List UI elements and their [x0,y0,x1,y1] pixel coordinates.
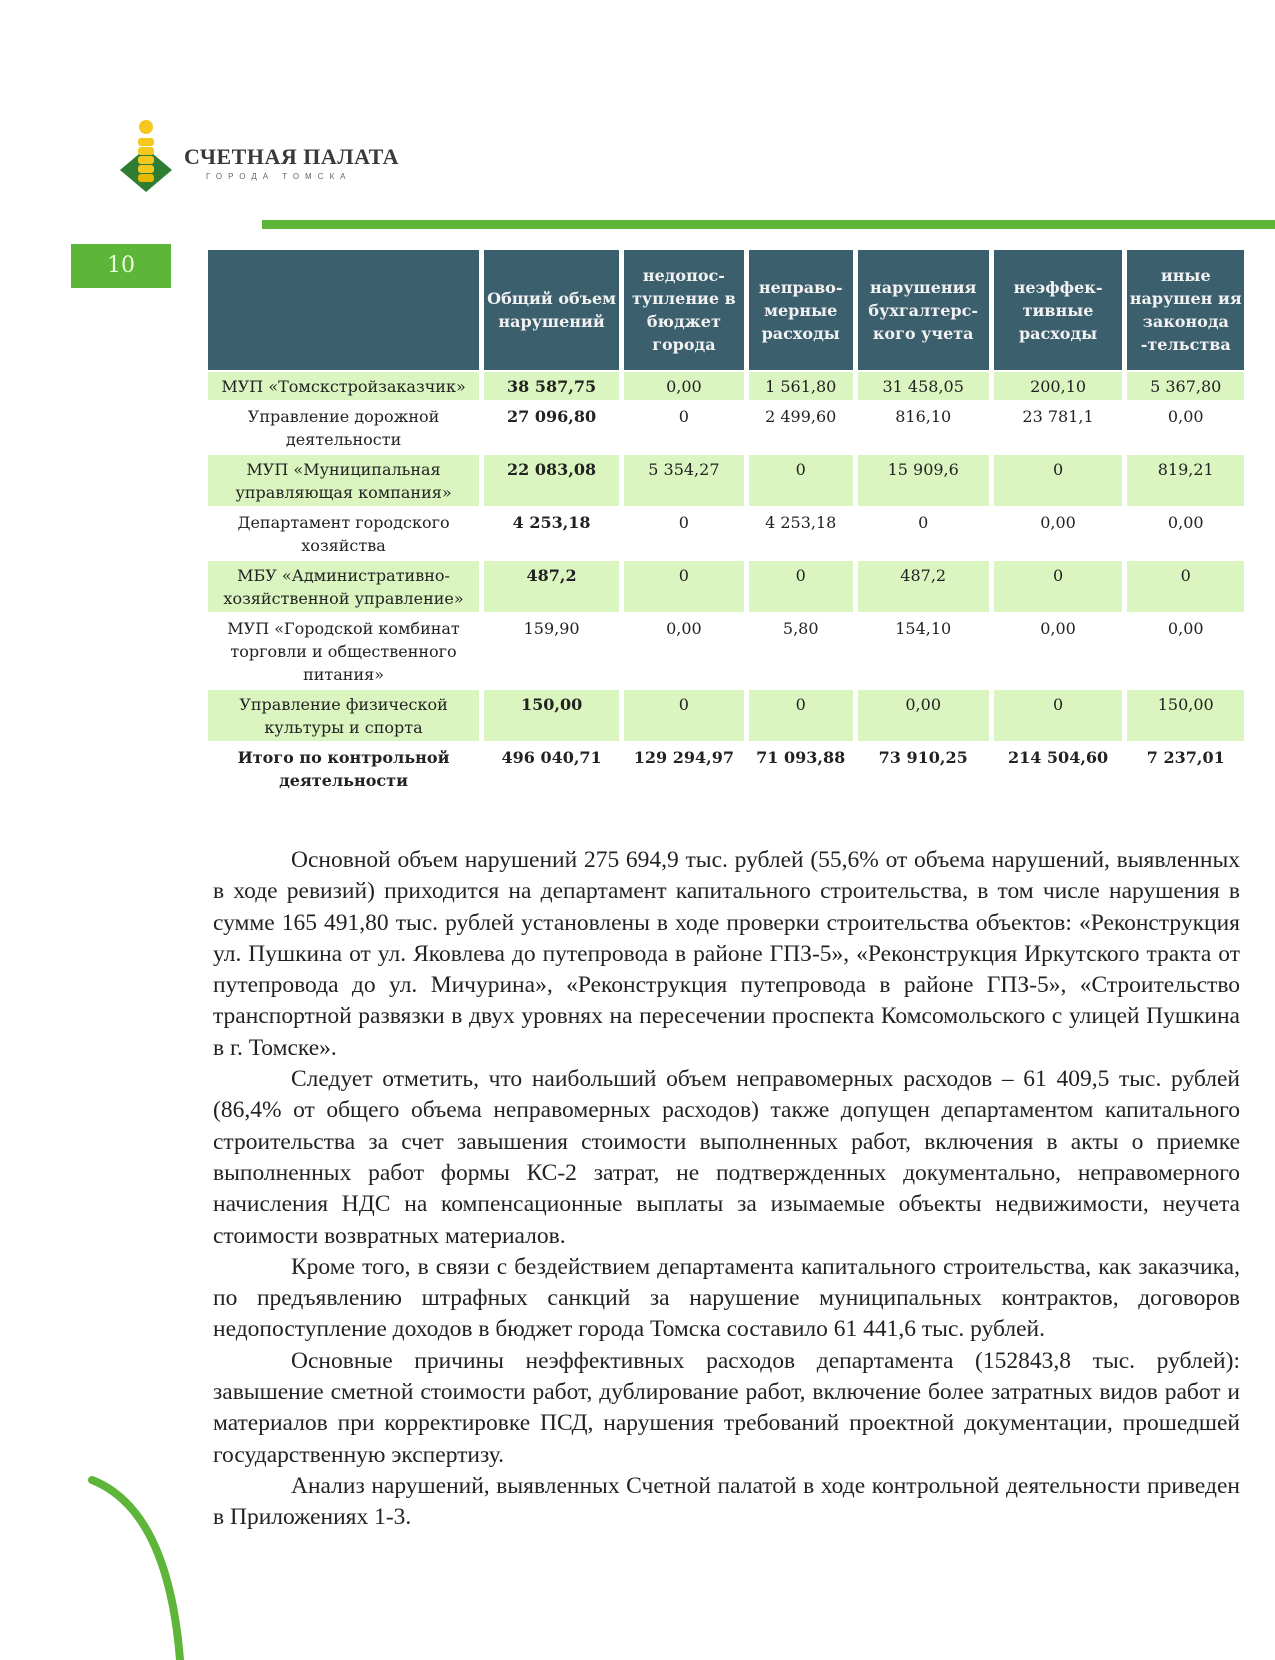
header-divider [262,220,1275,229]
cell: 23 781,1 [1022,407,1094,426]
cell: 200,10 [994,372,1123,400]
cell-total: 159,90 [523,619,580,638]
cell: 0,00 [1040,619,1076,638]
cell: 5 367,80 [1127,372,1244,400]
cell: 0 [624,690,744,741]
cell: 214 504,60 [1007,748,1109,767]
coin-stack-logo-icon [118,118,174,194]
cell: 0 [749,455,853,506]
totals-row [208,743,1244,794]
paragraph: Следует отметить, что наибольший объем неправомерных расходов – 61 409,5 тыс. рублей (86,4% от общего объема неправомерных расходов) также допущен департаментом капитального строительства за счет завышения стоимости выполненных работ, включения в акты о приемке выполненных работ формы КС-2 затрат, не подтвержденных документально, неправомерного начисления НДС на компенсационные выплаты за изымаемые объекты недвижимости, неучета стоимости возвратных материалов. [213,1066,1240,1249]
table-row [208,614,1244,688]
decorative-arc-icon [80,1470,200,1660]
cell: 816,10 [895,407,952,426]
cell: 0,00 [1040,513,1076,532]
org-name: СЧЕТНАЯ ПАЛАТА [184,144,400,169]
cell: 819,21 [1127,455,1244,506]
table-header-row [208,250,1244,370]
totals-label: Итого по контрольной деятельности [237,748,450,790]
entity-name: МУП «Томскстройзаказчик» [208,372,479,400]
cell: 5,80 [782,619,819,638]
cell: 0,00 [666,619,702,638]
table-row [208,508,1244,559]
cell: 0 [1127,561,1244,612]
cell: 0,00 [1167,407,1204,426]
cell: 4 253,18 [765,513,837,532]
entity-name: МБУ «Административно-хозяйственной управление» [208,561,479,612]
cell-total: 496 040,71 [501,748,602,767]
table-row [208,402,1244,453]
logo [118,118,408,198]
entity-name: Управление дорожной деятельности [247,407,440,449]
cell: 73 910,25 [878,748,968,767]
cell: 0 [749,690,853,741]
paragraph: Кроме того, в связи с бездействием департамента капитального строительства, как заказчика, по предъявлению штрафных санкций за нарушение муниципальных контрактов, договоров недопоступление доходов в бюджет города Томска составило 61 441,6 тыс. рублей. [213,1253,1240,1343]
cell: 0,00 [624,372,744,400]
cell-total: 22 083,08 [484,455,619,506]
cell: 0 [994,690,1123,741]
cell-total: 27 096,80 [507,407,597,426]
cell: 7 237,01 [1146,748,1225,767]
cell: 1 561,80 [749,372,853,400]
cell: 0 [749,561,853,612]
violations-table [203,248,1249,796]
table-row [208,372,1244,400]
cell-total: 4 253,18 [512,513,591,532]
cell: 31 458,05 [858,372,989,400]
cell: 0,00 [1167,619,1204,638]
body-text [213,845,1240,1534]
cell: 0,00 [858,690,989,741]
table-row [208,455,1244,506]
column-header: Общий объем нарушений [484,250,619,370]
table-row [208,561,1244,612]
cell: 5 354,27 [624,455,744,506]
page-number: 10 [71,244,171,288]
entity-name: Управление физической культуры и спорта [208,690,479,741]
paragraph: Анализ нарушений, выявленных Счетной палатой в ходе контрольной деятельности приведен в Приложениях 1-3. [213,1472,1240,1531]
column-header [208,250,479,370]
column-header: нарушения бухгалтерс-кого учета [858,250,989,370]
entity-name: МУП «Муниципальная управляющая компания» [208,455,479,506]
cell: 0 [994,561,1123,612]
column-header: недопос-тупление в бюджет города [624,250,744,370]
entity-name: Департамент городского хозяйства [237,513,450,555]
cell: 0 [678,513,689,532]
cell: 0 [918,513,929,532]
org-subtitle: ГОРОДА ТОМСКА [206,172,352,181]
cell: 0 [678,407,689,426]
cell: 0,00 [1167,513,1204,532]
cell-total: 150,00 [484,690,619,741]
entity-name: МУП «Городской комбинат торговли и общественного питания» [227,619,460,684]
cell: 0 [994,455,1123,506]
cell: 487,2 [858,561,989,612]
cell: 0 [624,561,744,612]
column-header: неэффек-тивные расходы [994,250,1123,370]
cell-total: 38 587,75 [484,372,619,400]
cell-total: 487,2 [484,561,619,612]
column-header: неправо-мерные расходы [749,250,853,370]
paragraph: Основные причины неэффективных расходов департамента (152843,8 тыс. рублей): завышение сметной стоимости работ, дублирование работ, включение более затратных видов работ и материалов при корректировке ПСД, нарушения требований проектной документации, прошедшей государственную экспертизу. [213,1347,1240,1468]
paragraph: Основной объем нарушений 275 694,9 тыс. рублей (55,6% от объема нарушений, выявленных в ходе ревизий) приходится на департамент капитального строительства, в том числе нарушения в сумме 165 491,80 тыс. рублей установлены в ходе проверки строительства объектов: «Реконструкция ул. Пушкина от ул. Яковлева до путепровода в районе ГПЗ-5», «Реконструкция Иркутского тракта от путепровода до ул. Мичурина», «Реконструкция путепровода в районе ГПЗ-5», «Строительство транспортной развязки в двух уровнях на пересечении проспекта Комсомольского с улицей Пушкина в г. Томске». [213,847,1240,1061]
cell: 150,00 [1127,690,1244,741]
table-row [208,690,1244,741]
cell: 71 093,88 [756,748,846,767]
cell: 154,10 [895,619,952,638]
cell: 15 909,6 [858,455,989,506]
cell: 129 294,97 [633,748,734,767]
cell: 2 499,60 [765,407,837,426]
column-header: иные нарушен ия законода -тельства [1127,250,1244,370]
